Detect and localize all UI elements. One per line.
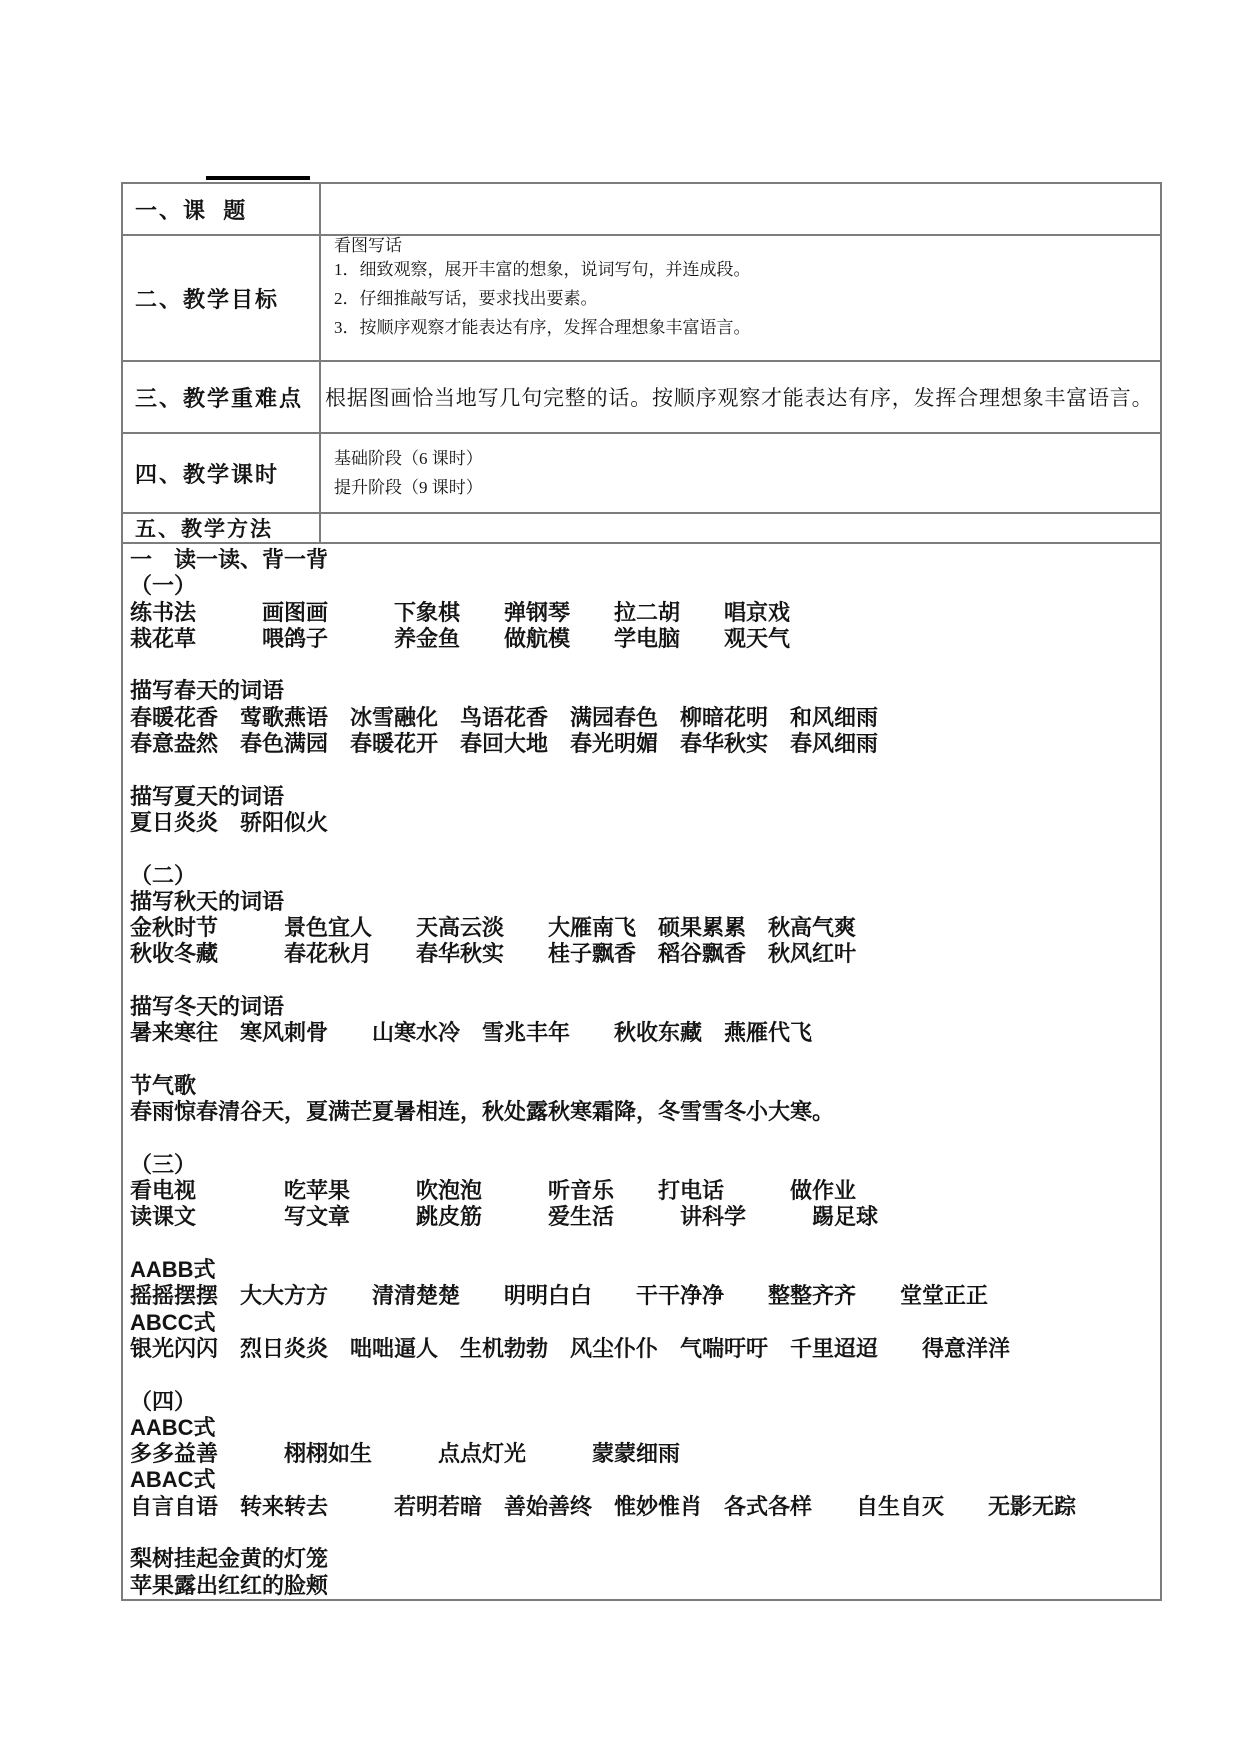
row-label-objectives: 二、教学目标: [123, 236, 321, 360]
content-line: 春暖花香 莺歌燕语 冰雪融化 鸟语花香 满园春色 柳暗花明 和风细雨: [130, 704, 879, 730]
content-line: （三）: [130, 1151, 197, 1177]
content-line: 梨树挂起金黄的灯笼: [130, 1546, 329, 1572]
content-line: [130, 757, 1160, 783]
content-line: 自言自语 转来转去 若明若暗 善始善终 惟妙惟肖 各式各样 自生自灭 无影无踪: [130, 1493, 1077, 1519]
class-hours-line-2: 提升阶段（9 课时）: [334, 478, 483, 497]
row-value-teaching-method: [321, 514, 1160, 542]
lesson-plan-table: [121, 182, 1162, 1601]
content-line: 夏日炎炎 骄阳似火: [130, 809, 329, 835]
row-label-class-hours: 四、教学课时: [123, 434, 321, 512]
blank-underline: [206, 176, 310, 180]
content-line: 读课文 写文章 跳皮筋 爱生活 讲科学 踢足球: [130, 1204, 879, 1230]
content-line: 春意盎然 春色满园 春暖花开 春回大地 春光明媚 春华秋实 春风细雨: [130, 731, 879, 757]
content-line: 看电视 吃苹果 吹泡泡 听音乐 打电话 做作业: [130, 1178, 857, 1204]
key-points-text: 根据图画恰当地写几句完整的话。按顺序观察才能表达有序，发挥合理想象丰富语言。: [325, 386, 1154, 410]
content-line: [130, 652, 1160, 678]
content-line: 练书法 画图画 下象棋 弹钢琴 拉二胡 唱京戏: [130, 599, 791, 625]
content-line: [130, 1520, 1160, 1546]
table-row-teaching-method: [123, 514, 1160, 544]
table-row-content: [123, 544, 1160, 1599]
content-line: （二）: [130, 862, 197, 888]
content-line: ABCC式: [130, 1309, 216, 1335]
content-line: [130, 836, 1160, 862]
row-label-teaching-method: 五、教学方法: [123, 514, 321, 542]
content-line: 节气歌: [130, 1072, 197, 1098]
table-row-class-hours: [123, 434, 1160, 514]
content-line: [130, 1231, 1160, 1257]
content-line: [130, 1362, 1160, 1388]
row-value-objectives: [321, 236, 1160, 360]
table-row-topic: [123, 184, 1160, 255]
content-line: [130, 968, 1160, 994]
content-line: 多多益善 栩栩如生 点点灯光 蒙蒙细雨: [130, 1441, 681, 1467]
class-hours-line-1: 基础阶段（6 课时）: [334, 449, 483, 468]
content-body: [123, 544, 1160, 1599]
content-line: 栽花草 喂鸽子 养金鱼 做航模 学电脑 观天气: [130, 625, 791, 651]
content-line: 描写冬天的词语: [130, 994, 285, 1020]
content-line: 暑来寒往 寒风刺骨 山寒水冷 雪兆丰年 秋收东藏 燕雁代飞: [130, 1020, 813, 1046]
objective-line-1: 1．细致观察，展开丰富的想象，说词写句，并连成段。: [334, 259, 751, 279]
content-line: AABB式: [130, 1257, 216, 1283]
row-value-class-hours: [321, 434, 1160, 512]
row-value-key-points: [321, 362, 1160, 432]
row-value-topic: [321, 184, 1160, 255]
content-line: 春雨惊春清谷天，夏满芒夏暑相连，秋处露秋寒霜降，冬雪雪冬小大寒。: [130, 1099, 835, 1125]
table-row-objectives: [123, 236, 1160, 362]
content-line: 秋收冬藏 春花秋月 春华秋实 桂子飘香 稻谷飘香 秋风红叶: [130, 941, 857, 967]
content-line: 苹果露出红红的脸颊: [130, 1572, 329, 1598]
content-line: AABC式: [130, 1414, 216, 1440]
topic-text: 看图写话: [334, 236, 402, 255]
content-line: 一 读一读、背一背: [130, 547, 329, 572]
content-line: [130, 1047, 1160, 1073]
content-line: 金秋时节 景色宜人 天高云淡 大雁南飞 硕果累累 秋高气爽: [130, 915, 857, 941]
content-line: 描写秋天的词语: [130, 888, 285, 914]
content-line: 描写春天的词语: [130, 678, 285, 704]
content-line: 描写夏天的词语: [130, 783, 285, 809]
row-label-topic: 一、课 题: [123, 184, 321, 234]
row-label-key-points: 三、教学重难点: [123, 362, 321, 432]
objective-line-2: 2．仔细推敲写话，要求找出要素。: [334, 288, 598, 308]
content-line: ABAC式: [130, 1467, 216, 1493]
content-line: （一）: [130, 573, 197, 599]
objective-line-3: 3．按顺序观察才能表达有序，发挥合理想象丰富语言。: [334, 317, 751, 337]
content-line: （四）: [130, 1388, 197, 1414]
content-line: [130, 1126, 1160, 1152]
table-row-key-points: [123, 362, 1160, 434]
content-line: 摇摇摆摆 大大方方 清清楚楚 明明白白 干干净净 整整齐齐 堂堂正正: [130, 1283, 989, 1309]
content-line: 银光闪闪 烈日炎炎 咄咄逼人 生机勃勃 风尘仆仆 气喘吁吁 千里迢迢 得意洋洋: [130, 1335, 1011, 1361]
